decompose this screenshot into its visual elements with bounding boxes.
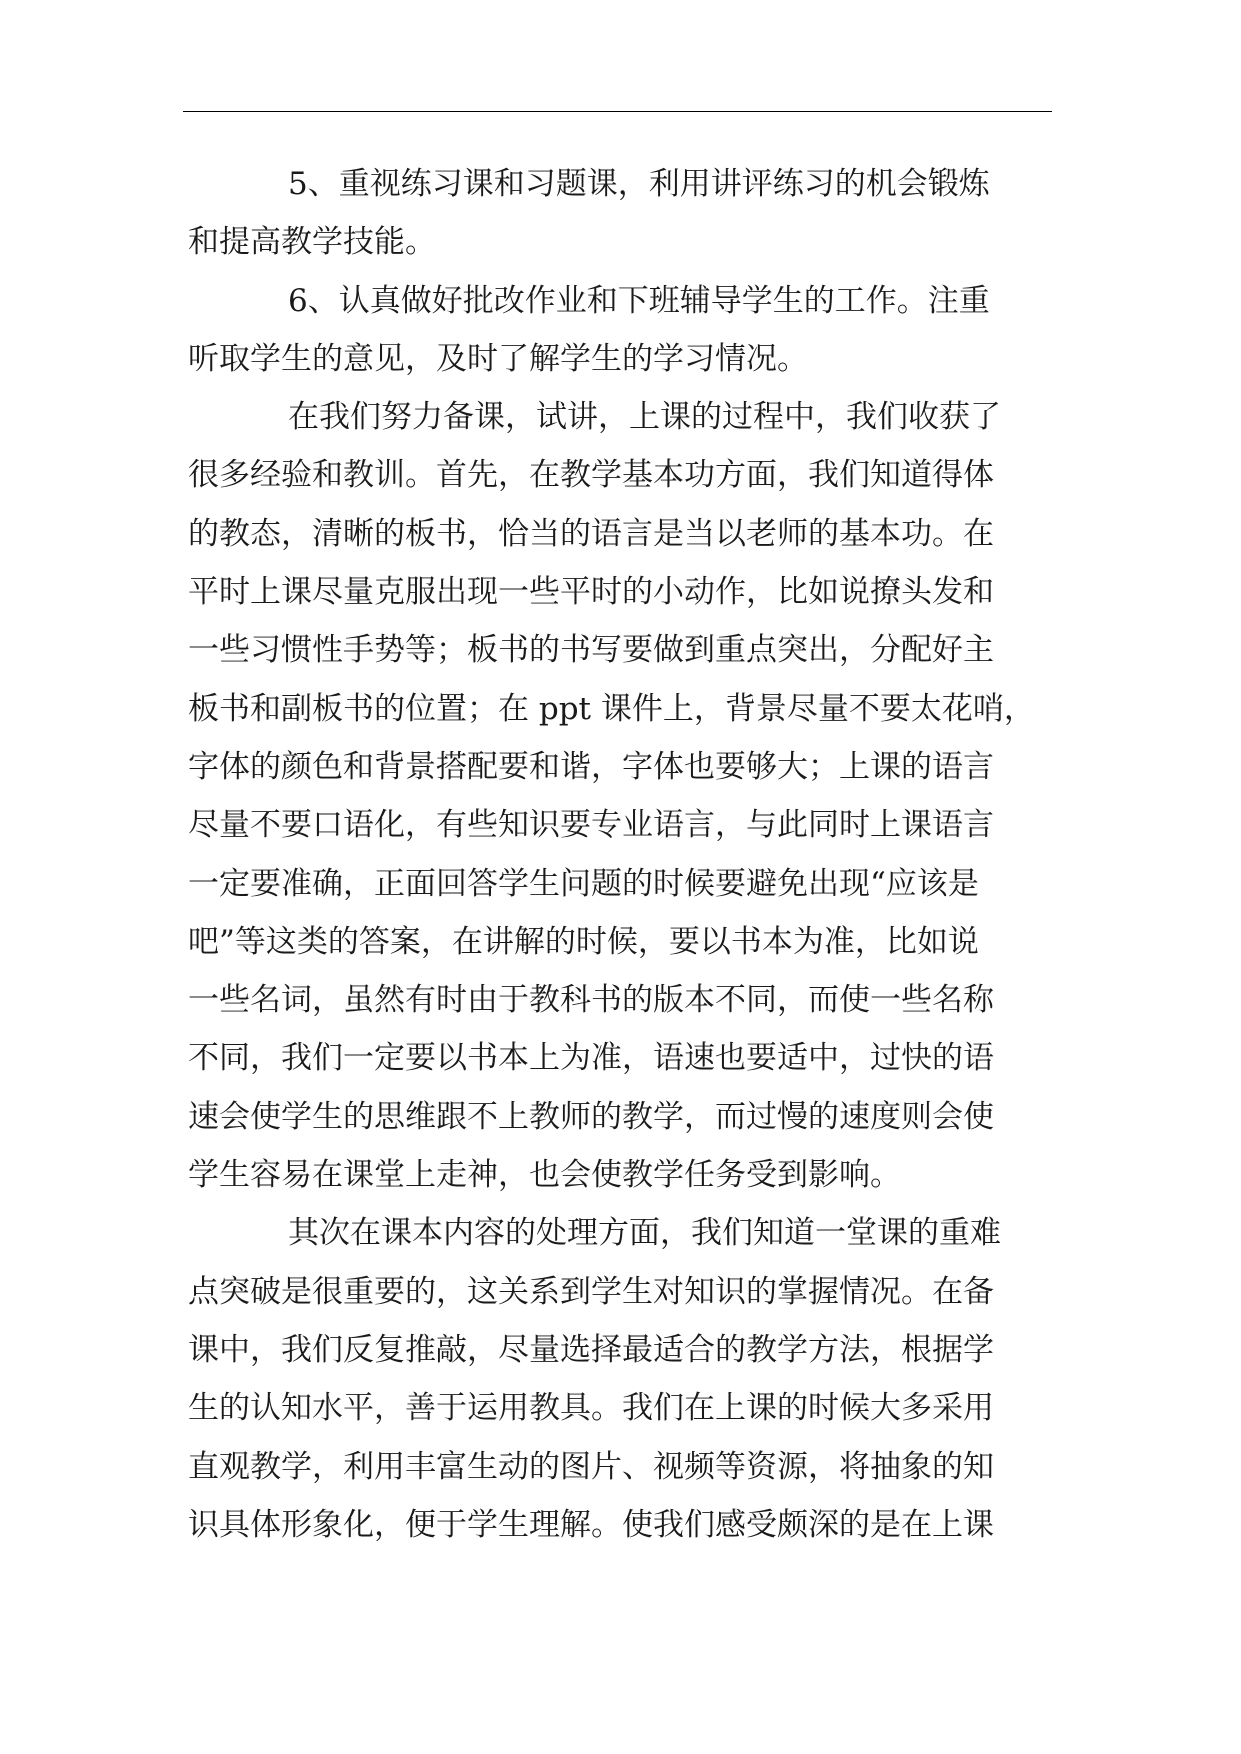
text-line: 平时上课尽量克服出现一些平时的小动作，比如说撩头发和 — [188, 574, 994, 611]
text-line: 直观教学，利用丰富生动的图片、视频等资源，将抽象的知 — [188, 1448, 994, 1485]
text-line: 6、认真做好批改作业和下班辅导学生的工作。注重 — [288, 282, 990, 319]
text-line: 点突破是很重要的，这关系到学生对知识的掌握情况。在备 — [188, 1273, 994, 1310]
text-line: 的教态，清晰的板书，恰当的语言是当以老师的基本功。在 — [188, 515, 994, 552]
text-line: 很多经验和教训。首先，在教学基本功方面，我们知道得体 — [188, 457, 994, 494]
text-line: 字体的颜色和背景搭配要和谐，字体也要够大；上课的语言 — [188, 748, 994, 785]
text-line: 和提高教学技能。 — [188, 224, 436, 261]
text-line: 尽量不要口语化，有些知识要专业语言，与此同时上课语言 — [188, 807, 994, 844]
body-text — [188, 155, 1048, 1554]
text-line: 在我们努力备课，试讲，上课的过程中，我们收获了 — [288, 399, 1001, 436]
text-line: 其次在课本内容的处理方面，我们知道一堂课的重难 — [288, 1215, 1001, 1252]
text-line: 生的认知水平，善于运用教具。我们在上课的时候大多采用 — [188, 1390, 994, 1427]
text-line: 识具体形象化，便于学生理解。使我们感受颇深的是在上课 — [188, 1506, 994, 1543]
text-line: 一些名词，虽然有时由于教科书的版本不同，而使一些名称 — [188, 982, 994, 1019]
text-line: 一些习惯性手势等；板书的书写要做到重点突出，分配好主 — [188, 632, 994, 669]
text-line: 课中，我们反复推敲，尽量选择最适合的教学方法，根据学 — [188, 1331, 994, 1368]
text-line: 不同，我们一定要以书本上为准，语速也要适中，过快的语 — [188, 1040, 994, 1077]
text-line: 学生容易在课堂上走神，也会使教学任务受到影响。 — [188, 1157, 901, 1194]
text-line: 听取学生的意见，及时了解学生的学习情况。 — [188, 340, 808, 377]
text-line: 吧”等这类的答案，在讲解的时候，要以书本为准，比如说 — [188, 923, 979, 960]
text-line: 板书和副板书的位置；在 ppt 课件上，背景尽量不要太花哨， — [188, 690, 1035, 727]
text-line: 5、重视练习课和习题课，利用讲评练习的机会锻炼 — [288, 166, 990, 202]
text-line: 一定要准确，正面回答学生问题的时候要避免出现“应该是 — [188, 865, 979, 902]
text-line: 速会使学生的思维跟不上教师的教学，而过慢的速度则会使 — [188, 1098, 994, 1135]
header-rule — [183, 111, 1052, 112]
